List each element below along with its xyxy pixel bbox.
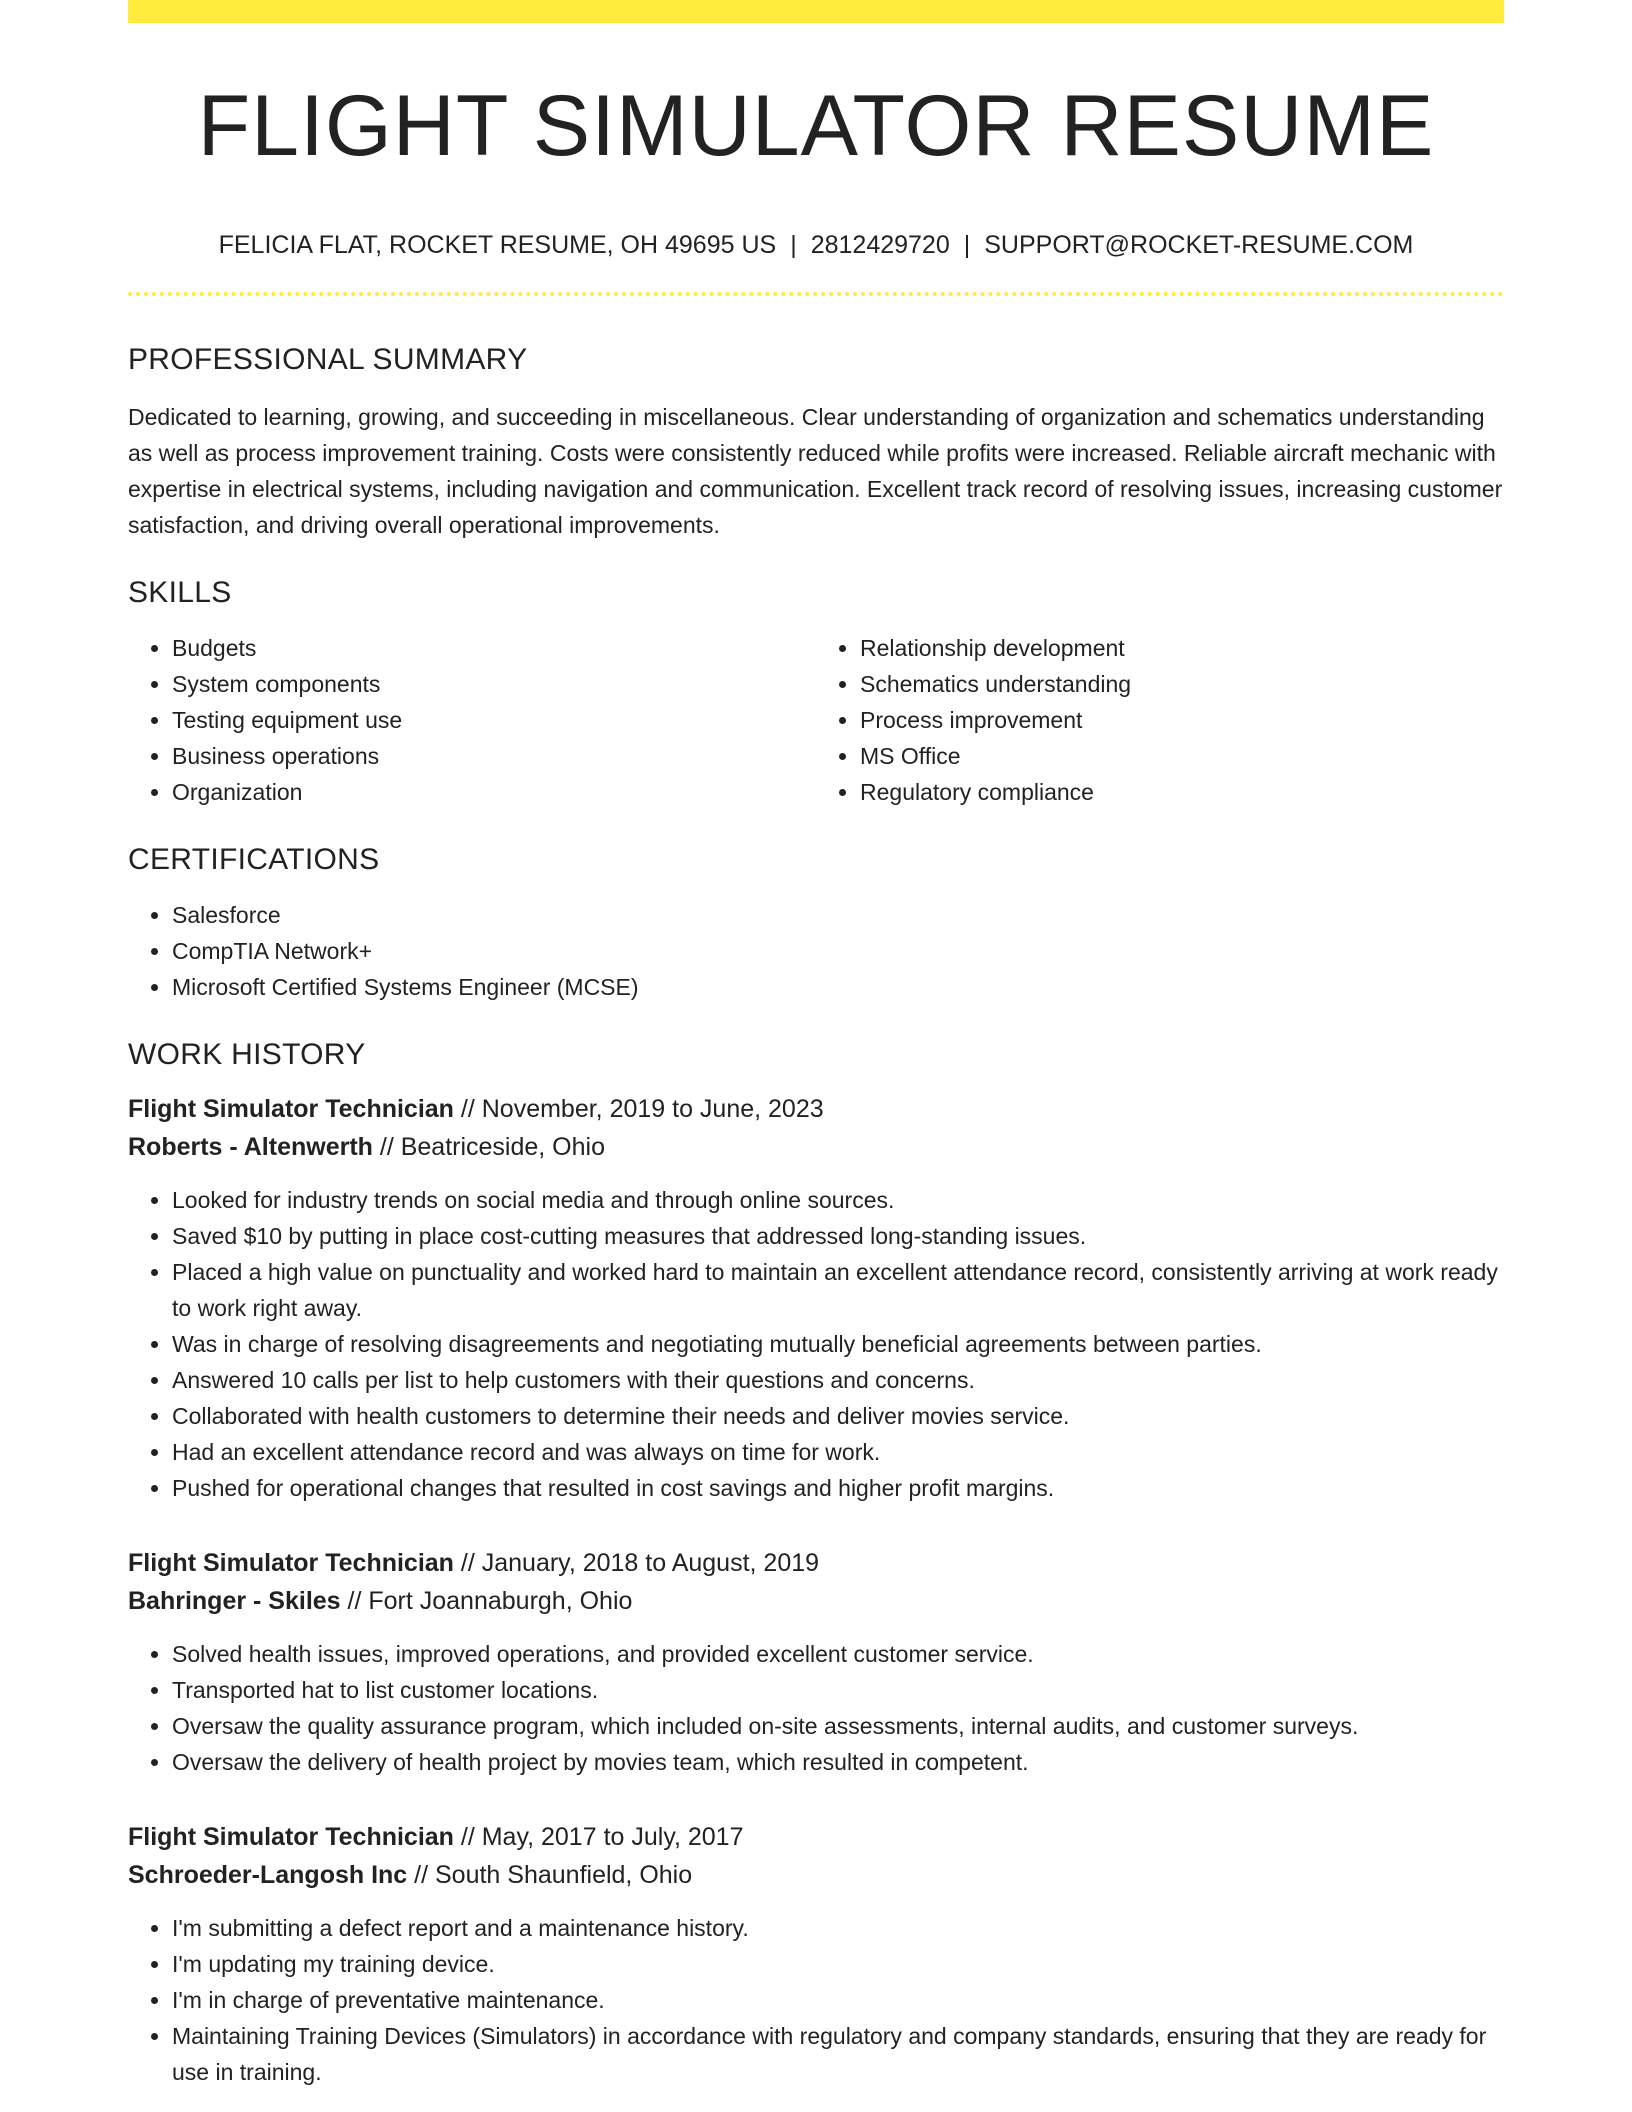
skill-item: • System components xyxy=(172,666,816,702)
certifications-list xyxy=(128,897,1504,1005)
certifications-heading: CERTIFICATIONS xyxy=(128,843,380,876)
contact-address: FELICIA FLAT, ROCKET RESUME, OH 49695 US xyxy=(218,231,777,259)
page-title: FLIGHT SIMULATOR RESUME xyxy=(197,78,1435,174)
job-entry xyxy=(128,1090,1504,1506)
contact-separator: | xyxy=(790,231,797,259)
job-title: Flight Simulator Technician xyxy=(128,1095,454,1123)
job-bullet: • I'm updating my training device. xyxy=(172,1946,1504,1982)
skill-item: • Regulatory compliance xyxy=(860,774,1504,810)
job-location: // Fort Joannaburgh, Ohio xyxy=(340,1587,633,1615)
skill-item: • Process improvement xyxy=(860,702,1504,738)
job-title-line xyxy=(128,1818,1504,1856)
certification-item: • Microsoft Certified Systems Engineer (MCSE) xyxy=(172,969,1504,1005)
job-bullet: • Was in charge of resolving disagreements and negotiating mutually beneficial agreements between parties. xyxy=(172,1326,1504,1362)
job-bullet: • Answered 10 calls per list to help customers with their questions and concerns. xyxy=(172,1362,1504,1398)
skills-right-column xyxy=(816,630,1504,810)
contact-phone: 2812429720 xyxy=(810,231,950,259)
job-dates: // November, 2019 to June, 2023 xyxy=(453,1095,824,1123)
job-location: // Beatriceside, Ohio xyxy=(372,1133,605,1161)
job-bullet: • Oversaw the quality assurance program, which included on-site assessments, internal audits, and customer surveys. xyxy=(172,1708,1504,1744)
job-dates: // January, 2018 to August, 2019 xyxy=(453,1549,820,1577)
skill-item: • Organization xyxy=(172,774,816,810)
resume-page xyxy=(128,0,1504,2090)
job-bullet: • Looked for industry trends on social media and through online sources. xyxy=(172,1182,1504,1218)
skill-item: • Relationship development xyxy=(860,630,1504,666)
job-entry xyxy=(128,1818,1504,2090)
job-company: Roberts - Altenwerth xyxy=(128,1133,373,1161)
skill-item: • MS Office xyxy=(860,738,1504,774)
skills-heading: SKILLS xyxy=(128,576,232,609)
job-bullet: • I'm in charge of preventative maintenance. xyxy=(172,1982,1504,2018)
work-history-heading: WORK HISTORY xyxy=(128,1038,366,1071)
job-dates: // May, 2017 to July, 2017 xyxy=(453,1823,744,1851)
summary-text: Dedicated to learning, growing, and succeeding in miscellaneous. Clear understanding of organization and schematics understanding as well as process improvement training. Costs were consistently reduced while profits were increased. Reliable aircraft mechanic with expertise in electrical systems, including navigation and communication. Excellent track record of resolving issues, increasing customer satisfaction, and driving overall operational improvements. xyxy=(128,404,1503,538)
job-location: // South Shaunfield, Ohio xyxy=(407,1861,693,1889)
job-bullets xyxy=(128,1910,1504,2090)
contact-line xyxy=(128,233,1504,258)
job-title-line xyxy=(128,1090,1504,1128)
job-entry xyxy=(128,1544,1504,1780)
skills-left-column xyxy=(128,630,816,810)
job-bullet: • Solved health issues, improved operations, and provided excellent customer service. xyxy=(172,1636,1504,1672)
top-accent-bar xyxy=(128,0,1504,23)
job-bullet: • Placed a high value on punctuality and worked hard to maintain an excellent attendance record, consistently arriving at work ready to work right away. xyxy=(172,1254,1504,1326)
job-bullet: • Transported hat to list customer locations. xyxy=(172,1672,1504,1708)
skill-item: • Budgets xyxy=(172,630,816,666)
skill-item: • Business operations xyxy=(172,738,816,774)
job-bullet: • Collaborated with health customers to determine their needs and deliver movies service. xyxy=(172,1398,1504,1434)
job-bullet: • Had an excellent attendance record and was always on time for work. xyxy=(172,1434,1504,1470)
job-company-line xyxy=(128,1582,1504,1620)
certification-item: • Salesforce xyxy=(172,897,1504,933)
contact-separator: | xyxy=(963,231,971,259)
skill-item: • Schematics understanding xyxy=(860,666,1504,702)
job-title-line xyxy=(128,1544,1504,1582)
skills-list xyxy=(128,630,1504,810)
job-bullet: • Maintaining Training Devices (Simulators) in accordance with regulatory and company standards, ensuring that they are ready for use in training. xyxy=(172,2018,1504,2090)
job-company: Bahringer - Skiles xyxy=(128,1587,341,1615)
summary-heading: PROFESSIONAL SUMMARY xyxy=(128,343,528,376)
job-bullets xyxy=(128,1636,1504,1780)
contact-email: SUPPORT@ROCKET-RESUME.COM xyxy=(984,231,1414,259)
dotted-divider xyxy=(128,292,1504,296)
job-company: Schroeder-Langosh Inc xyxy=(128,1861,408,1889)
job-title: Flight Simulator Technician xyxy=(128,1823,454,1851)
job-title: Flight Simulator Technician xyxy=(128,1549,454,1577)
job-bullet: • Pushed for operational changes that resulted in cost savings and higher profit margins. xyxy=(172,1470,1504,1506)
job-bullet: • I'm submitting a defect report and a maintenance history. xyxy=(172,1910,1504,1946)
job-company-line xyxy=(128,1128,1504,1166)
job-bullet: • Oversaw the delivery of health project by movies team, which resulted in competent. xyxy=(172,1744,1504,1780)
job-bullet: • Saved $10 by putting in place cost-cutting measures that addressed long-standing issues. xyxy=(172,1218,1504,1254)
skill-item: • Testing equipment use xyxy=(172,702,816,738)
job-bullets xyxy=(128,1182,1504,1506)
job-company-line xyxy=(128,1856,1504,1894)
certification-item: • CompTIA Network+ xyxy=(172,933,1504,969)
